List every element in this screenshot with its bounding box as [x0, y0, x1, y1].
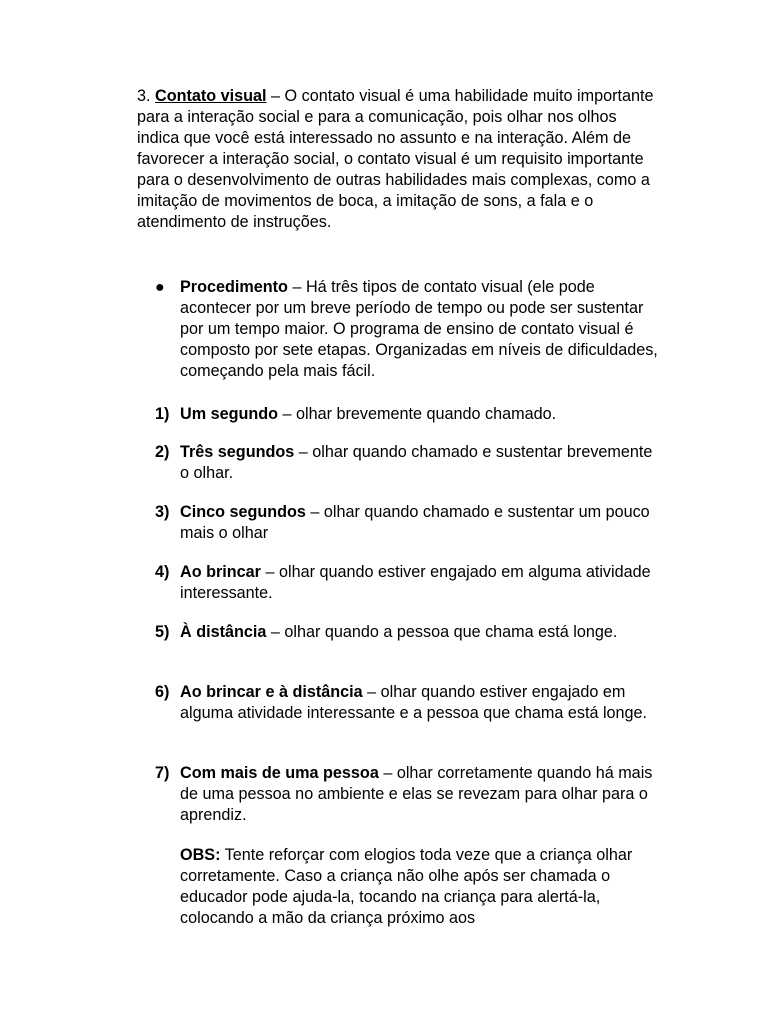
step-label: Ao brincar	[180, 563, 261, 581]
section-title: Contato visual	[155, 87, 267, 105]
procedure-text: – Há três tipos de contato visual (ele pode acontecer por um breve período de tempo ou pode ser sustentar por um tempo maior. O programa de ensino de contato visual é composto por sete etapas. Organizadas em níveis de dificuldades, começando pela mais fácil.	[180, 278, 658, 380]
step-item	[180, 404, 660, 425]
step-number: 3)	[155, 503, 170, 521]
step-text: – olhar quando estiver engajado em alguma atividade interessante e a pessoa que chama está longe.	[180, 683, 648, 722]
step-item	[180, 562, 660, 604]
step-text: – olhar brevemente quando chamado.	[278, 405, 557, 423]
step-number: 7)	[155, 764, 170, 782]
step-text: – olhar quando chamado e sustentar brevemente o olhar.	[180, 443, 653, 482]
step-label: Cinco segundos	[180, 503, 306, 521]
step-label: Com mais de uma pessoa	[180, 764, 379, 782]
step-item	[180, 763, 660, 826]
step-item	[180, 502, 660, 544]
step-number: 2)	[155, 443, 170, 461]
step-label: Um segundo	[180, 405, 279, 423]
step-label: À distância	[180, 623, 267, 641]
section-text: – O contato visual é uma habilidade muito importante para a interação social e para a comunicação, pois olhar nos olhos indica que você está interessado no assunto e na interação. Além de favorecer a interação social, o contato visual é um requisito importante para o desenvolvimento de outras habilidades mais complexas, como a imitação de movimentos de boca, a imitação de sons, a fala e o atendimento de instruções.	[137, 87, 654, 231]
procedure-paragraph	[180, 277, 660, 382]
procedure-label: Procedimento	[180, 278, 288, 296]
bullet-icon: ●	[155, 279, 165, 296]
obs-label: OBS:	[180, 846, 221, 864]
step-item	[180, 622, 660, 643]
section-paragraph	[137, 86, 657, 233]
step-number: 4)	[155, 563, 170, 581]
step-item	[180, 442, 660, 484]
step-number: 5)	[155, 623, 170, 641]
step-text: – olhar quando a pessoa que chama está longe.	[266, 623, 618, 641]
step-text: – olhar quando chamado e sustentar um pouco mais o olhar	[180, 503, 650, 542]
obs-paragraph	[180, 845, 660, 929]
step-text: – olhar quando estiver engajado em alguma atividade interessante.	[180, 563, 651, 602]
step-number: 6)	[155, 683, 170, 701]
step-label: Três segundos	[180, 443, 295, 461]
step-item	[180, 682, 660, 724]
section-number: 3.	[137, 87, 151, 105]
step-label: Ao brincar e à distância	[180, 683, 363, 701]
step-number: 1)	[155, 405, 170, 423]
obs-text: Tente reforçar com elogios toda veze que a criança olhar corretamente. Caso a criança não olhe após ser chamada o educador pode ajuda-la, tocando na criança para alertá-la, colocando a mão da criança próximo aos	[180, 846, 633, 927]
step-text: – olhar corretamente quando há mais de uma pessoa no ambiente e elas se revezam para olhar para o aprendiz.	[180, 764, 653, 824]
